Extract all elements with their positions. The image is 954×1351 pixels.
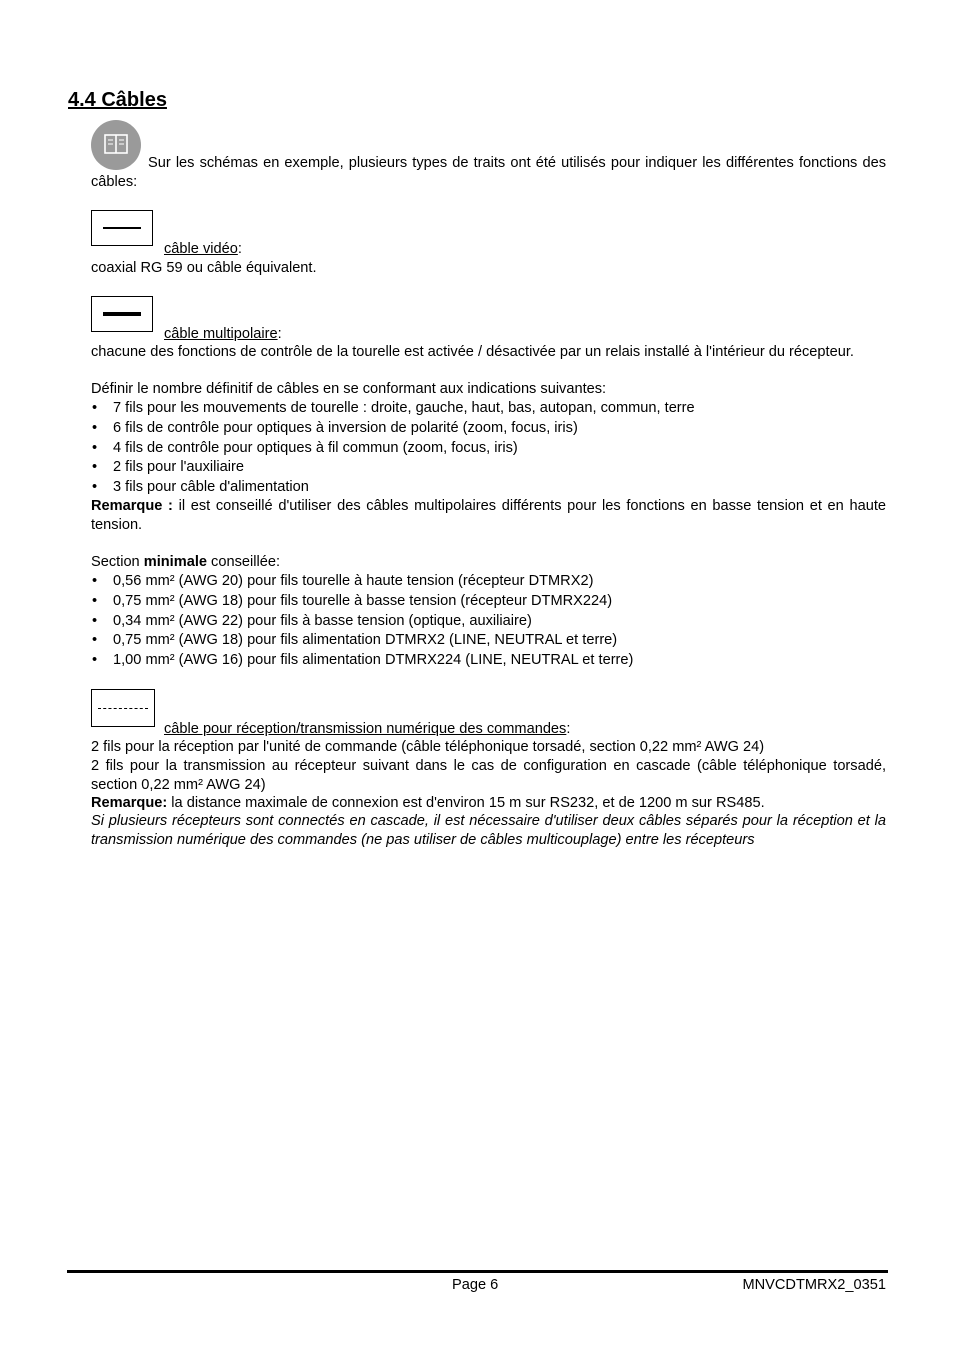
page-number: Page 6 bbox=[452, 1277, 499, 1293]
video-cable-description: coaxial RG 59 ou câble équivalent. bbox=[91, 260, 317, 276]
thick-line-symbol bbox=[103, 312, 141, 316]
digital-cable-legend bbox=[91, 689, 155, 727]
list-item: • 1,00 mm² (AWG 16) pour fils alimentation DTMRX224 (LINE, NEUTRAL et terre) bbox=[91, 651, 886, 671]
digital-line-1: 2 fils pour la réception par l'unité de commande (câble téléphonique torsadé, section 0,22 mm² AWG 24) bbox=[91, 739, 765, 755]
section-title: 4.4 Câbles bbox=[68, 89, 167, 111]
section-heading: Section minimale conseillée: bbox=[91, 554, 281, 570]
dashed-line-symbol bbox=[98, 708, 148, 709]
section-list bbox=[91, 572, 886, 671]
footer-rule bbox=[67, 1270, 888, 1273]
list-item: • 0,56 mm² (AWG 20) pour fils tourelle à haute tension (récepteur DTMRX2) bbox=[91, 572, 886, 592]
list-item: • 7 fils pour les mouvements de tourelle : droite, gauche, haut, bas, autopan, commun, terre bbox=[91, 399, 886, 419]
multipolar-remark: Remarque : il est conseillé d'utiliser des câbles multipolaires différents pour les fonctions en basse tension et en haute tension. bbox=[91, 498, 886, 533]
remark-label: Remarque: bbox=[91, 795, 168, 811]
list-item: • 3 fils pour câble d'alimentation bbox=[91, 478, 886, 498]
video-cable-label: câble vidéo bbox=[164, 241, 238, 257]
list-item: • 2 fils pour l'auxiliaire bbox=[91, 458, 886, 478]
list-item: • 6 fils de contrôle pour optiques à inversion de polarité (zoom, focus, iris) bbox=[91, 419, 886, 439]
digital-remark: Remarque: la distance maximale de connexion est d'environ 15 m sur RS232, et de 1200 m sur RS485. bbox=[91, 795, 765, 811]
multipolar-cable-caption: câble multipolaire: bbox=[164, 326, 282, 342]
document-reference: MNVCDTMRX2_0351 bbox=[742, 1277, 886, 1293]
digital-cable-caption: câble pour réception/transmission numérique des commandes: bbox=[164, 721, 571, 737]
multipolar-definition: Définir le nombre définitif de câbles en se conformant aux indications suivantes: bbox=[91, 381, 607, 397]
video-cable-legend bbox=[91, 210, 153, 246]
cascade-note: Si plusieurs récepteurs sont connectés en cascade, il est nécessaire d'utiliser deux câbles séparés pour la réception et la transmission numérique des commandes (ne pas utiliser de câbles multicouplage) entre les récepteurs bbox=[91, 813, 886, 848]
list-item: • 0,75 mm² (AWG 18) pour fils alimentation DTMRX2 (LINE, NEUTRAL et terre) bbox=[91, 631, 886, 651]
list-item: • 0,75 mm² (AWG 18) pour fils tourelle à basse tension (récepteur DTMRX224) bbox=[91, 592, 886, 612]
list-item: • 0,34 mm² (AWG 22) pour fils à basse tension (optique, auxiliaire) bbox=[91, 612, 886, 632]
wire-count-list bbox=[91, 399, 886, 498]
intro-text: Sur les schémas en exemple, plusieurs types de traits ont été utilisés pour indiquer les différentes fonctions des câbles: bbox=[91, 155, 886, 190]
solid-line-symbol bbox=[103, 227, 141, 229]
digital-cable-label: câble pour réception/transmission numérique des commandes bbox=[164, 721, 567, 737]
list-item: • 4 fils de contrôle pour optiques à fil commun (zoom, focus, iris) bbox=[91, 439, 886, 459]
multipolar-description: chacune des fonctions de contrôle de la tourelle est activée / désactivée par un relais installé à l'intérieur du récepteur. bbox=[91, 344, 854, 360]
digital-line-2: 2 fils pour la transmission au récepteur suivant dans le cas de configuration en cascade (câble téléphonique torsadé, section 0,22 mm² AWG 24) bbox=[91, 758, 886, 793]
remark-label: Remarque : bbox=[91, 498, 173, 514]
video-cable-caption: câble vidéo: bbox=[164, 241, 242, 257]
multipolar-cable-legend bbox=[91, 296, 153, 332]
multipolar-cable-label: câble multipolaire bbox=[164, 326, 278, 342]
